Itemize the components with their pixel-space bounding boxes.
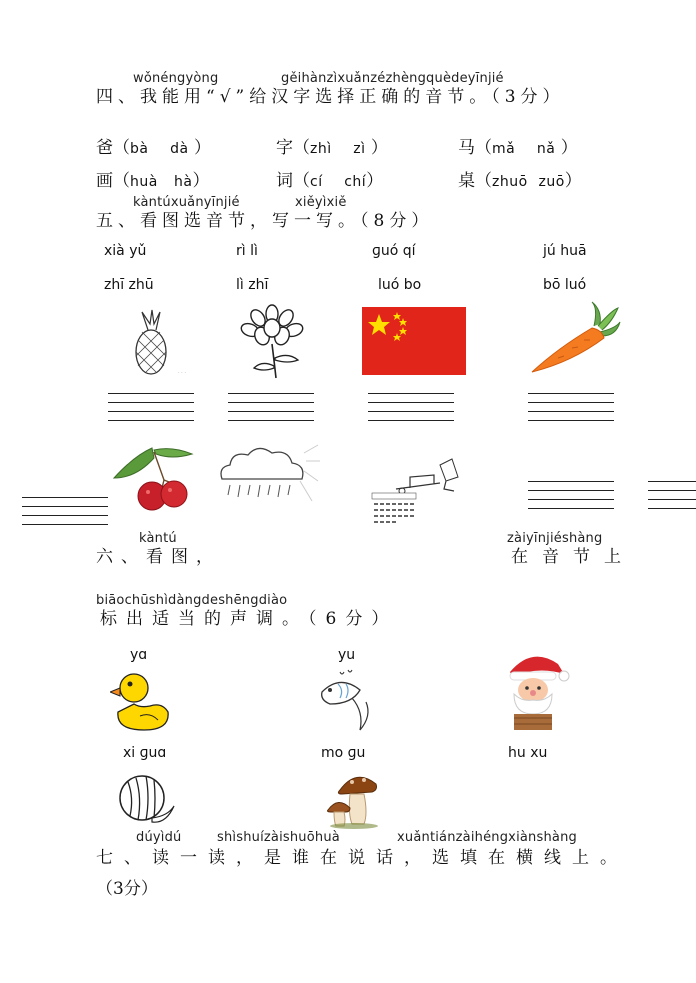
q7-pinyin-a: dúyìdú bbox=[136, 830, 182, 845]
q4-option[interactable]: hà bbox=[174, 174, 193, 190]
tone-label[interactable]: xi ɡuɑ bbox=[123, 745, 167, 761]
svg-text:· · ·: · · · bbox=[178, 370, 186, 376]
q6-pinyin-a: kàntú bbox=[139, 531, 177, 546]
q4-option[interactable]: zhì bbox=[310, 141, 332, 157]
answer-lines[interactable] bbox=[368, 393, 454, 429]
q7-pinyin-c: xuǎntiánzàihéngxiànshàng bbox=[397, 830, 577, 845]
q4-pinyin-b: gěihànzìxuǎnzézhèngquèdeyīnjié bbox=[281, 71, 504, 86]
calendar-image bbox=[370, 455, 462, 531]
carrot-image bbox=[528, 300, 622, 376]
tone-label[interactable]: yu bbox=[338, 647, 356, 663]
duck-image bbox=[110, 668, 174, 734]
syllable-option: ɡuó qí bbox=[372, 243, 416, 259]
answer-lines[interactable] bbox=[228, 393, 314, 429]
mushroom-image bbox=[326, 768, 384, 830]
q7-heading: 七、读一读，是谁在说话，选填在横线上。 bbox=[96, 848, 628, 868]
q4-item-6: 桌（zhuō zuō） bbox=[458, 171, 582, 191]
q5-pinyin-b: xiěyìxiě bbox=[295, 195, 347, 210]
tone-label[interactable]: yɑ bbox=[130, 647, 148, 663]
q4-option[interactable]: dà bbox=[170, 141, 189, 157]
syllable-option: jú huā bbox=[543, 243, 587, 259]
q5-pinyin-a: kàntúxuǎnyīnjié bbox=[133, 195, 240, 210]
q4-option[interactable]: nǎ bbox=[536, 141, 556, 157]
q6-pinyin-b: zàiyīnjiéshàng bbox=[507, 531, 603, 546]
pineapple-image bbox=[108, 308, 204, 378]
q4-option[interactable]: zhuō bbox=[492, 174, 528, 190]
tone-label[interactable]: hu xu bbox=[508, 745, 548, 761]
q4-option[interactable]: chí bbox=[344, 174, 367, 190]
answer-lines[interactable] bbox=[22, 497, 108, 533]
lychee-image bbox=[112, 440, 194, 514]
q6-heading-c: 标出适当的声调。（6分） bbox=[100, 609, 398, 629]
q4-item-3: 马（mǎ nǎ ） bbox=[458, 138, 578, 158]
q4-option[interactable]: zì bbox=[353, 141, 366, 157]
syllable-option: rì lì bbox=[236, 243, 258, 259]
q4-option[interactable]: bà bbox=[130, 141, 149, 157]
syllable-option: lì zhī bbox=[236, 277, 269, 293]
fish-image bbox=[316, 668, 376, 734]
answer-lines[interactable] bbox=[528, 481, 614, 517]
q4-heading: 四、我能用“√”给汉字选择正确的音节。（3分） bbox=[96, 87, 565, 107]
answer-lines[interactable] bbox=[648, 481, 696, 517]
q4-item-1: 爸（bà dà ） bbox=[96, 138, 211, 158]
q4-option[interactable]: zuō bbox=[538, 174, 565, 190]
tone-label[interactable]: mo ɡu bbox=[321, 745, 366, 761]
rain-cloud-image bbox=[212, 441, 322, 509]
q4-option[interactable]: huà bbox=[130, 174, 158, 190]
q4-pinyin-a: wǒnéngyòng bbox=[133, 71, 219, 86]
q4-option[interactable]: cí bbox=[310, 174, 323, 190]
answer-lines[interactable] bbox=[108, 393, 194, 429]
santa-image bbox=[500, 648, 570, 732]
syllable-option: xià yǔ bbox=[104, 243, 147, 259]
q4-option[interactable]: mǎ bbox=[492, 141, 516, 157]
syllable-option: luó bo bbox=[378, 277, 422, 293]
syllable-option: bō luó bbox=[543, 277, 587, 293]
answer-lines[interactable] bbox=[528, 393, 614, 429]
q6-heading-a: 六、看图， bbox=[96, 547, 221, 567]
chrysanthemum-image bbox=[232, 304, 312, 380]
syllable-option: zhī zhū bbox=[104, 277, 154, 293]
q6-heading-b: 在音节上 bbox=[511, 547, 635, 567]
watermelon-image bbox=[112, 770, 178, 830]
q7-points: （3分） bbox=[96, 879, 158, 899]
q4-item-4: 画（huà hà） bbox=[96, 171, 210, 191]
q6-pinyin-c: biāochūshìdàngdeshēngdiào bbox=[96, 593, 288, 608]
q4-item-2: 字（zhì zì ） bbox=[276, 138, 388, 158]
q7-pinyin-b: shìshuízàishuōhuà bbox=[217, 830, 340, 845]
q5-heading: 五、看图选音节，写一写。（8分） bbox=[96, 211, 434, 231]
q4-item-5: 词（cí chí） bbox=[276, 171, 384, 191]
flag-image bbox=[362, 307, 466, 375]
